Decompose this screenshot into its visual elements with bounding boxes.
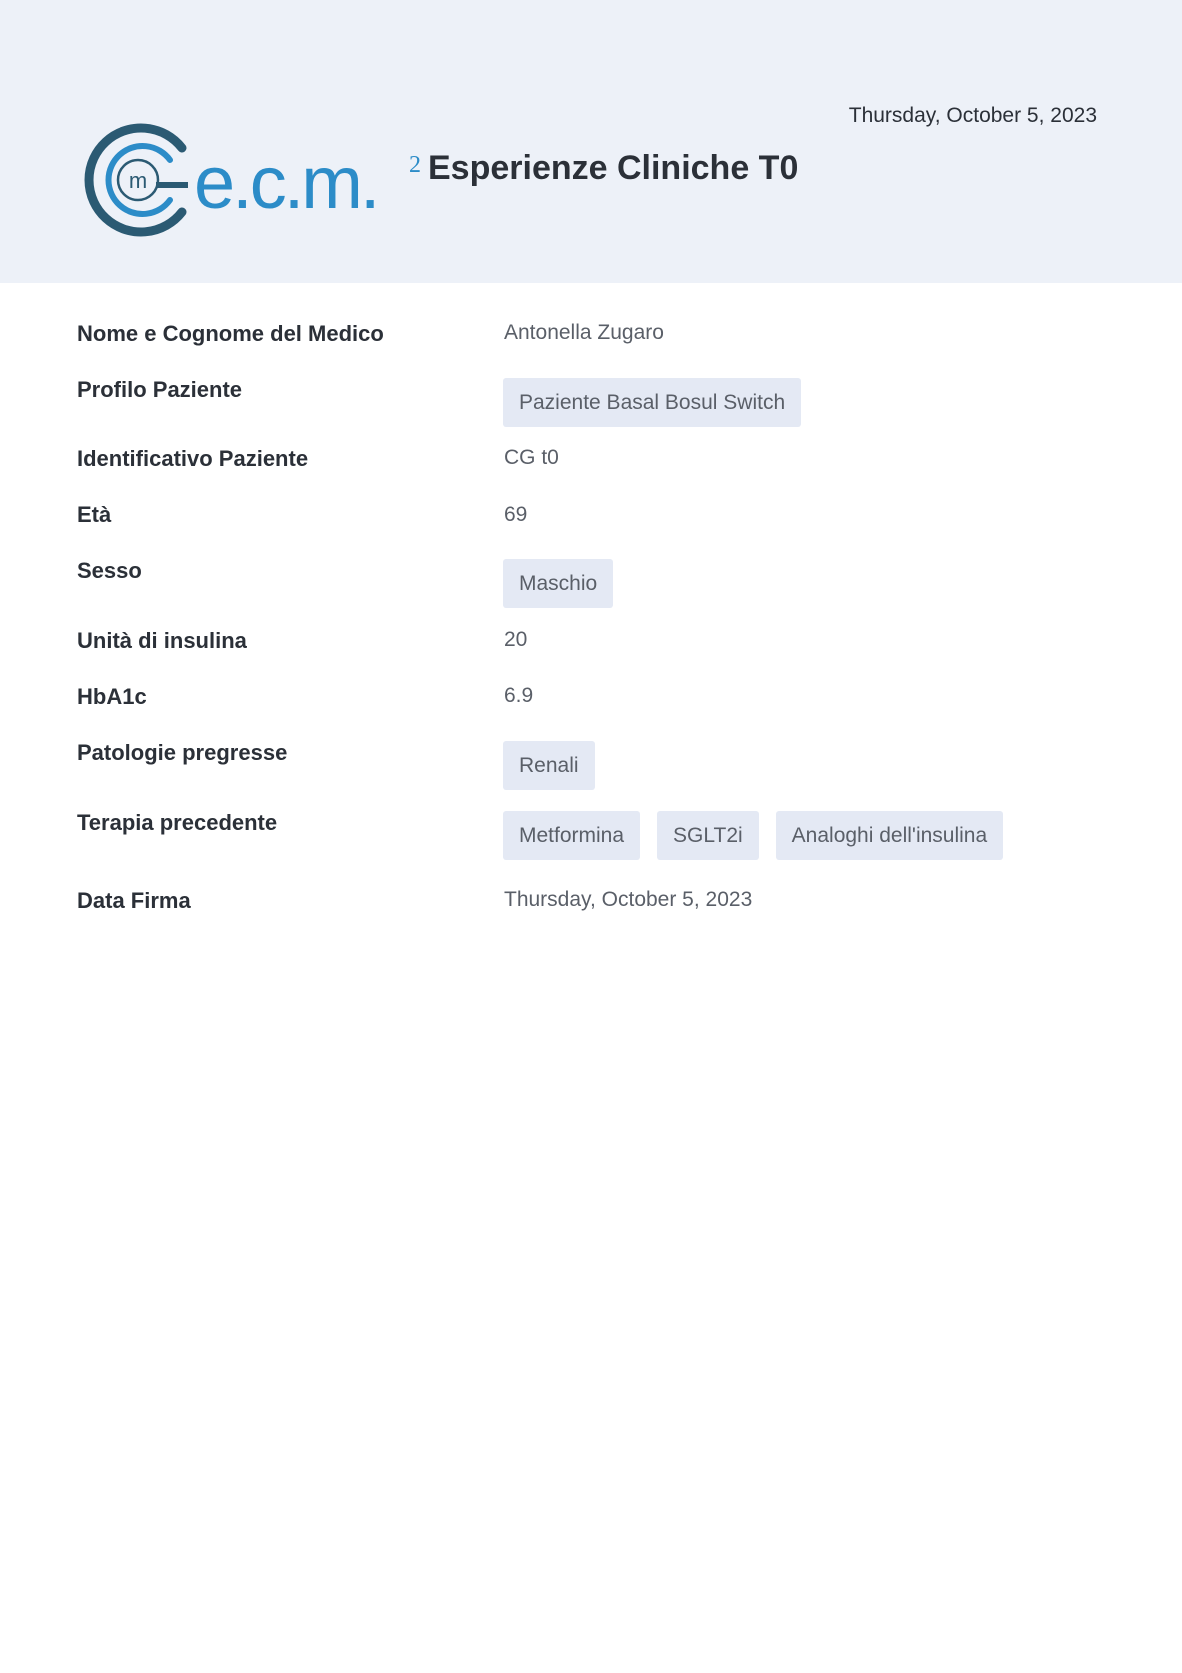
doctor-name-value: Antonella Zugaro [504,321,664,344]
sex-chip: Maschio [503,559,613,608]
previous-therapy-chips [503,811,1003,860]
patient-profile-chip: Paziente Basal Bosul Switch [503,378,801,427]
signature-date-label: Data Firma [77,888,191,913]
previous-therapy-label: Terapia precedente [77,810,278,835]
patient-profile-chips [503,378,801,427]
doctor-name-label: Nome e Cognome del Medico [77,321,384,346]
hba1c-label: HbA1c [77,684,147,709]
past-conditions-label: Patologie pregresse [77,740,288,765]
past-conditions-chip: Renali [503,741,595,790]
insulin-units-value: 20 [504,628,528,651]
patient-profile-label: Profilo Paziente [77,377,243,402]
age-value: 69 [504,503,528,526]
hba1c-value: 6.9 [504,684,534,707]
patient-id-label: Identificativo Paziente [77,446,309,471]
ecm-logo [76,120,422,240]
logo-superscript: 2 [409,152,421,178]
previous-therapy-chip: SGLT2i [657,811,759,860]
patient-id-value: CG t0 [504,446,559,469]
previous-therapy-chip: Analoghi dell'insulina [776,811,1003,860]
sex-label: Sesso [77,558,142,583]
previous-therapy-chip: Metformina [503,811,640,860]
logo-mark: m [128,168,148,193]
past-conditions-chips [503,741,595,790]
signature-date-value: Thursday, October 5, 2023 [504,888,753,911]
sex-chips [503,559,613,608]
document-title: Esperienze Cliniche T0 [428,149,799,187]
page-header [0,0,1182,283]
insulin-units-label: Unità di insulina [77,628,247,653]
logo-text: e.c.m. [194,141,378,224]
header-date: Thursday, October 5, 2023 [848,104,1097,127]
age-label: Età [77,502,112,527]
